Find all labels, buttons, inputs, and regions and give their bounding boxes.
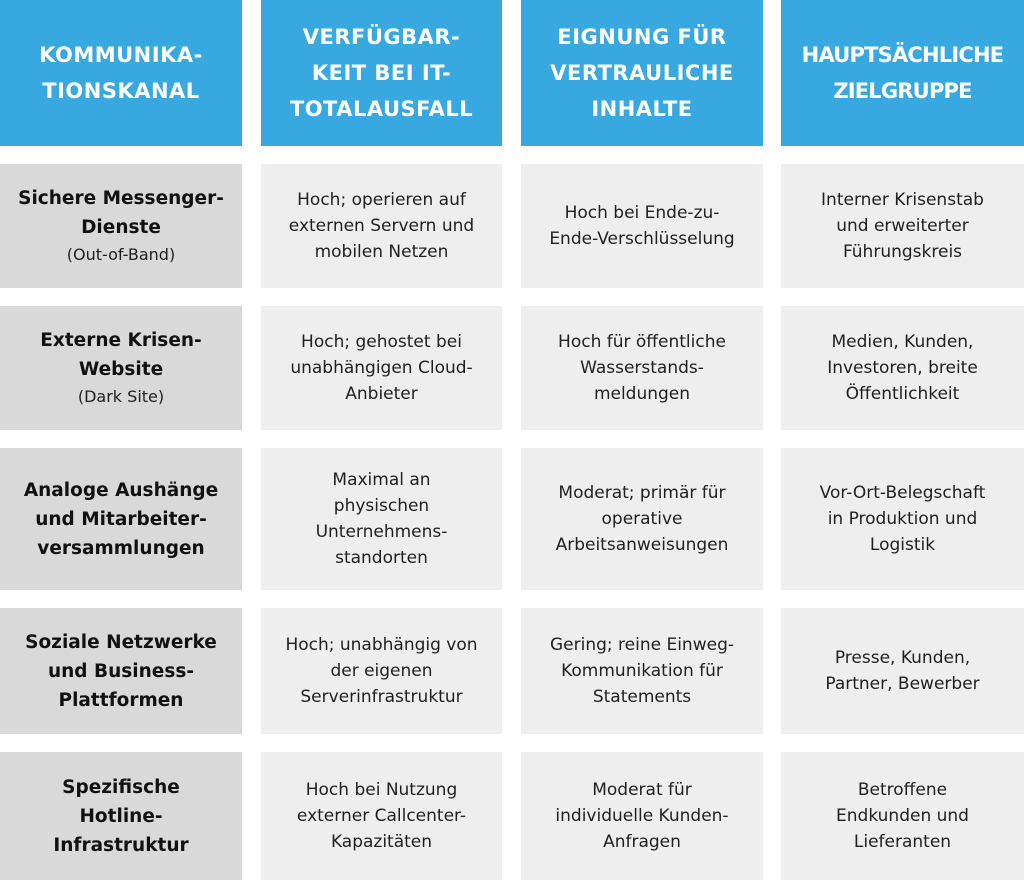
header-cell-availability [261,0,502,146]
audience-text: Medien, Kunden, Investoren, breite Öffentlichkeit [827,332,978,404]
table-row-3-availability [261,448,502,590]
table-row-1-confidentiality [521,164,763,288]
channel-title: Analoge Aushänge und Mitarbeiter- versammlungen [23,479,219,559]
availability-text: Hoch bei Nutzung externer Callcenter- Kapazitäten [296,780,467,852]
confidentiality-text: Moderat; primär für operative Arbeitsanweisungen [555,483,729,555]
table-row-1-availability [261,164,502,288]
table-row-4-confidentiality [521,608,763,734]
table-row-2-channel [0,306,242,430]
header-availability-label: VERFÜGBAR- KEIT BEI IT- TOTALAUSFALL [289,25,474,121]
channel-note: (Out-of-Band) [66,245,176,264]
table-row-5-availability [261,752,502,880]
audience-text: Betroffene Endkunden und Lieferanten [836,780,969,852]
audience-text: Presse, Kunden, Partner, Bewerber [825,648,980,694]
table-row-3-confidentiality [521,448,763,590]
header-cell-confidentiality [521,0,763,146]
table-row-2-confidentiality [521,306,763,430]
availability-text: Hoch; gehostet bei unabhängigen Cloud- Anbieter [290,332,473,404]
availability-text: Hoch; unabhängig von der eigenen Serverinfrastruktur [285,635,478,707]
availability-text: Hoch; operieren auf externen Servern und mobilen Netzen [288,190,475,262]
channel-title: Externe Krisen- Website [40,330,202,380]
confidentiality-text: Hoch bei Ende-zu- Ende-Verschlüsselung [549,203,735,249]
channel-title: Sichere Messenger- Dienste [18,188,224,238]
table-row-2-availability [261,306,502,430]
confidentiality-text: Hoch für öffentliche Wasserstands- meldungen [558,332,726,404]
table-row-1-audience [781,164,1024,288]
table-row-5-confidentiality [521,752,763,880]
audience-text: Interner Krisenstab und erweiterter Führungskreis [821,190,984,262]
header-channel-label: KOMMUNIKA- TIONSKANAL [39,43,203,103]
table-row-5-channel [0,752,242,880]
confidentiality-text: Gering; reine Einweg- Kommunikation für Statements [549,635,734,707]
table-row-3-audience [781,448,1024,590]
table-row-4-availability [261,608,502,734]
table-row-2-audience [781,306,1024,430]
channel-title: Soziale Netzwerke und Business- Plattformen [25,631,217,711]
header-cell-channel [0,0,242,146]
channel-title: Spezifische Hotline- Infrastruktur [53,776,189,856]
header-confidentiality-label: EIGNUNG FÜR VERTRAULICHE INHALTE [550,25,734,121]
availability-text: Maximal an physischen Unternehmens- standorten [315,470,448,568]
table-row-4-audience [781,608,1024,734]
channel-note: (Dark Site) [77,387,165,406]
header-cell-audience [781,0,1024,146]
audience-text: Vor-Ort-Belegschaft in Produktion und Logistik [819,483,986,555]
table-row-1-channel [0,164,242,288]
table-row-3-channel [0,448,242,590]
table-row-4-channel [0,608,242,734]
table-row-5-audience [781,752,1024,880]
confidentiality-text: Moderat für individuelle Kunden- Anfragen [555,780,729,852]
header-audience-label: HAUPTSÄCHLICHE ZIELGRUPPE [801,43,1004,103]
